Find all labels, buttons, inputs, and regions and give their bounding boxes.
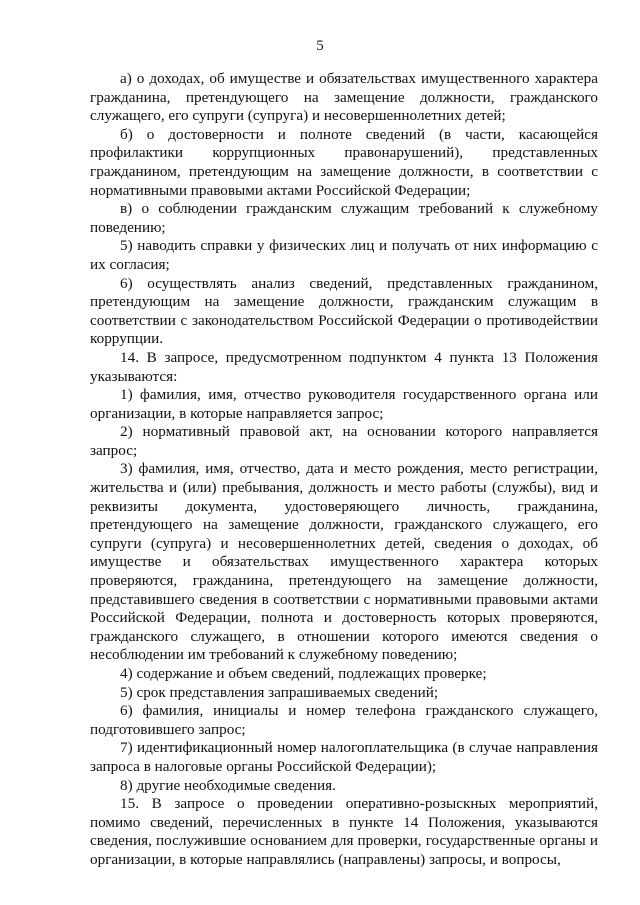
paragraph-13-5: 5) наводить справки у физических лиц и получать от них информацию с их согласия; xyxy=(90,237,598,273)
paragraph-13-4a: а) о доходах, об имуществе и обязательствах имущественного характера гражданина, претендующего на замещение должности, гражданского служащего, его супруги (супруга) и несовершеннолетних детей; xyxy=(90,70,598,125)
paragraph-13-6: 6) осуществлять анализ сведений, представленных гражданином, претендующим на замещение должности, гражданским служащим в соответствии с законодательством Российской Федерации о противодействии коррупции. xyxy=(90,274,598,348)
paragraph-14-4: 4) содержание и объем сведений, подлежащих проверке; xyxy=(120,665,487,682)
paragraph-14-1: 1) фамилия, имя, отчество руководителя государственного органа или организации, в которые направляется запрос; xyxy=(90,386,598,422)
paragraph-15: 15. В запросе о проведении оперативно-розыскных мероприятий, помимо сведений, перечисленных в пункте 14 Положения, указываются сведения, послужившие основанием для проверки, государственные органы и организации, в которые направлялись (направлены) запросы, и вопросы, xyxy=(90,795,598,868)
document-body xyxy=(90,70,598,870)
paragraph-14-7: 7) идентификационный номер налогоплательщика (в случае направления запроса в налоговые органы Российской Федерации); xyxy=(90,739,598,775)
paragraph-14: 14. В запросе, предусмотренном подпунктом 4 пункта 13 Положения указываются: xyxy=(90,348,598,385)
paragraph-14-3: 3) фамилия, имя, отчество, дата и место рождения, место регистрации, жительства и (или) пребывания, должность и место работы (службы), вид и реквизиты документа, удостоверяющего личность, гражданина, претендующего на замещение должности, гражданского служащего, его супруги (супруга) и несовершеннолетних детей, сведения о доходах, об имуществе и обязательствах имущественного характера которых проверяются, гражданина, претендующего на замещение должности, представившего сведения в соответствии с нормативными правовыми актами Российской Федерации, полнота и достоверность которых проверяются, гражданского служащего, в отношении которого имеются сведения о несоблюдении им требований к служебному поведению; xyxy=(90,460,598,664)
paragraph-14-2: 2) нормативный правовой акт, на основании которого направляется запрос; xyxy=(90,423,598,459)
paragraph-14-5: 5) срок представления запрашиваемых сведений; xyxy=(120,683,439,701)
paragraph-14-8: 8) другие необходимые сведения. xyxy=(120,776,336,794)
page-number: 5 xyxy=(316,38,324,54)
paragraph-14-6: 6) фамилия, инициалы и номер телефона гражданского служащего, подготовившего запрос; xyxy=(90,702,598,738)
paragraph-13-4b: б) о достоверности и полноте сведений (в части, касающейся профилактики коррупционных правонарушений), представленных гражданином, претендующим на замещение должности, в соответствии с нормативными правовыми актами Российской Федерации; xyxy=(90,125,598,199)
paragraph-13-4c: в) о соблюдении гражданским служащим требований к служебному поведению; xyxy=(90,200,598,236)
